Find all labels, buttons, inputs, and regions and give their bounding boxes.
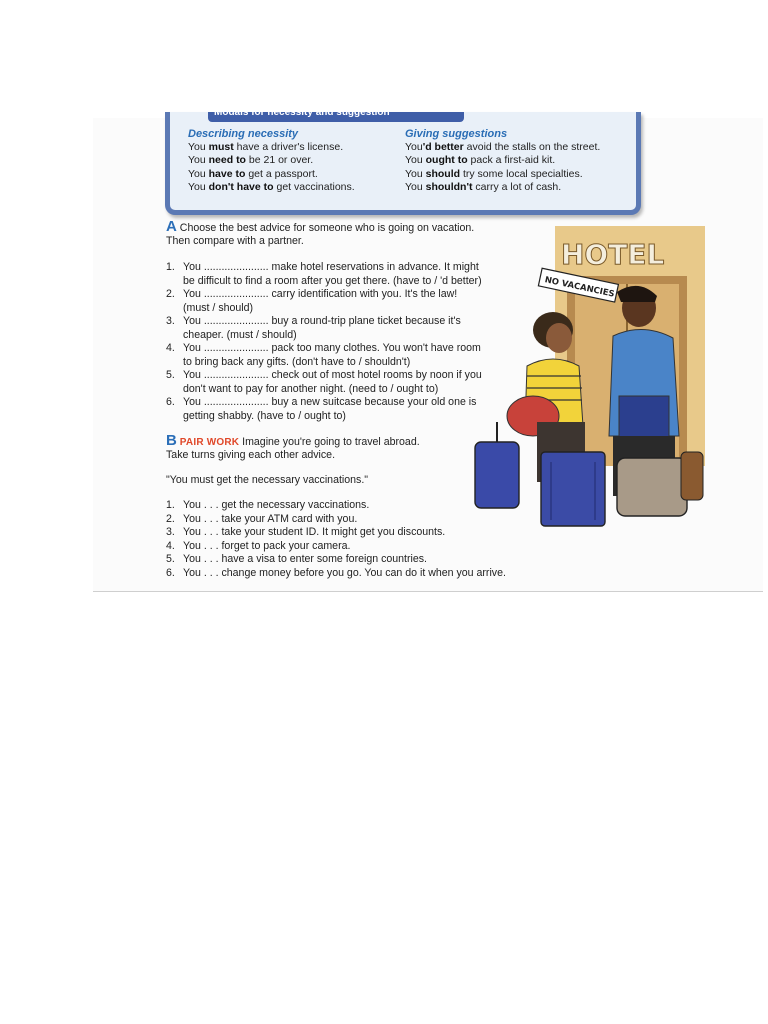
necessity-line: You don't have to get vaccinations.: [188, 180, 355, 193]
grey-suitcase: [617, 458, 687, 516]
suggestion-line: You ought to pack a first-aid kit.: [405, 154, 556, 167]
section-b-instructions: [166, 434, 496, 462]
exercise-item: 6. You ...................... buy a new suitcase because your old one is getting shabby. (have to / ought to): [166, 396, 477, 422]
grammar-box-title-bar: [208, 107, 464, 122]
exercise-item: 3. You ...................... buy a round-trip plane ticket because it's cheaper. (must / should): [166, 315, 461, 341]
small-blue-suitcase: [475, 442, 519, 508]
grammar-box-title: Modals for necessity and suggestion: [214, 107, 390, 118]
pair-work-label: PAIR WORK: [179, 437, 240, 448]
suggestion-line: You shouldn't carry a lot of cash.: [405, 180, 562, 193]
section-a-instruction-1: Choose the best advice for someone who is going on vacation.: [179, 222, 475, 234]
exercise-item: 4. You ...................... pack too many clothes. You won't have room to bring back any gifts. (don't have to / shouldn't): [166, 342, 481, 368]
section-a-letter: A: [166, 218, 177, 235]
necessity-line: You have to get a passport.: [188, 167, 318, 180]
exercise-item: 5. You . . . have a visa to enter some foreign countries.: [166, 553, 427, 565]
exercise-item: 2. You . . . take your ATM card with you.: [166, 512, 358, 525]
exercise-item: 3. You . . . take your student ID. It might get you discounts.: [166, 526, 446, 538]
section-b-letter: B: [166, 432, 177, 449]
hotel-sign: HOTEL: [561, 238, 665, 271]
textbook-page-scan: [93, 107, 763, 592]
exercise-item: 2. You ...................... carry identification with you. It's the law! (must / should): [166, 288, 458, 314]
exercise-item: 5. You ...................... check out of most hotel rooms by noon if you don't want to pay for another night. (need to / ought to): [166, 369, 482, 395]
section-b-instruction-1: Imagine you're going to travel abroad.: [242, 436, 420, 448]
suggestions-column: [405, 128, 600, 194]
suggestion-line: You should try some local specialties.: [405, 167, 583, 180]
brown-bag: [681, 452, 703, 500]
exercise-item: 1. You . . . get the necessary vaccinations.: [166, 499, 370, 511]
exercise-item: 4. You . . . forget to pack your camera.: [166, 539, 351, 552]
necessity-column: [188, 128, 355, 194]
scan-bottom-rule: [93, 591, 763, 592]
suggestions-heading: Giving suggestions: [405, 128, 508, 140]
exercise-item: 1. You ...................... make hotel reservations in advance. It might be difficult to find a room after you get there. (have to / 'd better): [166, 261, 482, 287]
vacancy-sign: NO VACANCIES: [543, 275, 616, 300]
necessity-line: You need to be 21 or over.: [188, 154, 314, 167]
necessity-line: You must have a driver's license.: [188, 141, 344, 154]
travelers-hotel-illustration: [467, 226, 707, 526]
blue-duffel-bag: [619, 396, 669, 440]
section-a-instruction-2: Then compare with a partner.: [166, 235, 304, 247]
necessity-heading: Describing necessity: [188, 128, 299, 140]
example-quote: "You must get the necessary vaccinations.": [166, 474, 369, 486]
section-b-instruction-2: Take turns giving each other advice.: [166, 449, 336, 461]
exercise-item: 6. You . . . change money before you go. You can do it when you arrive.: [166, 566, 506, 579]
grammar-box: [165, 107, 641, 215]
suggestion-line: You'd better avoid the stalls on the street.: [405, 141, 601, 154]
woman-face: [546, 323, 572, 353]
